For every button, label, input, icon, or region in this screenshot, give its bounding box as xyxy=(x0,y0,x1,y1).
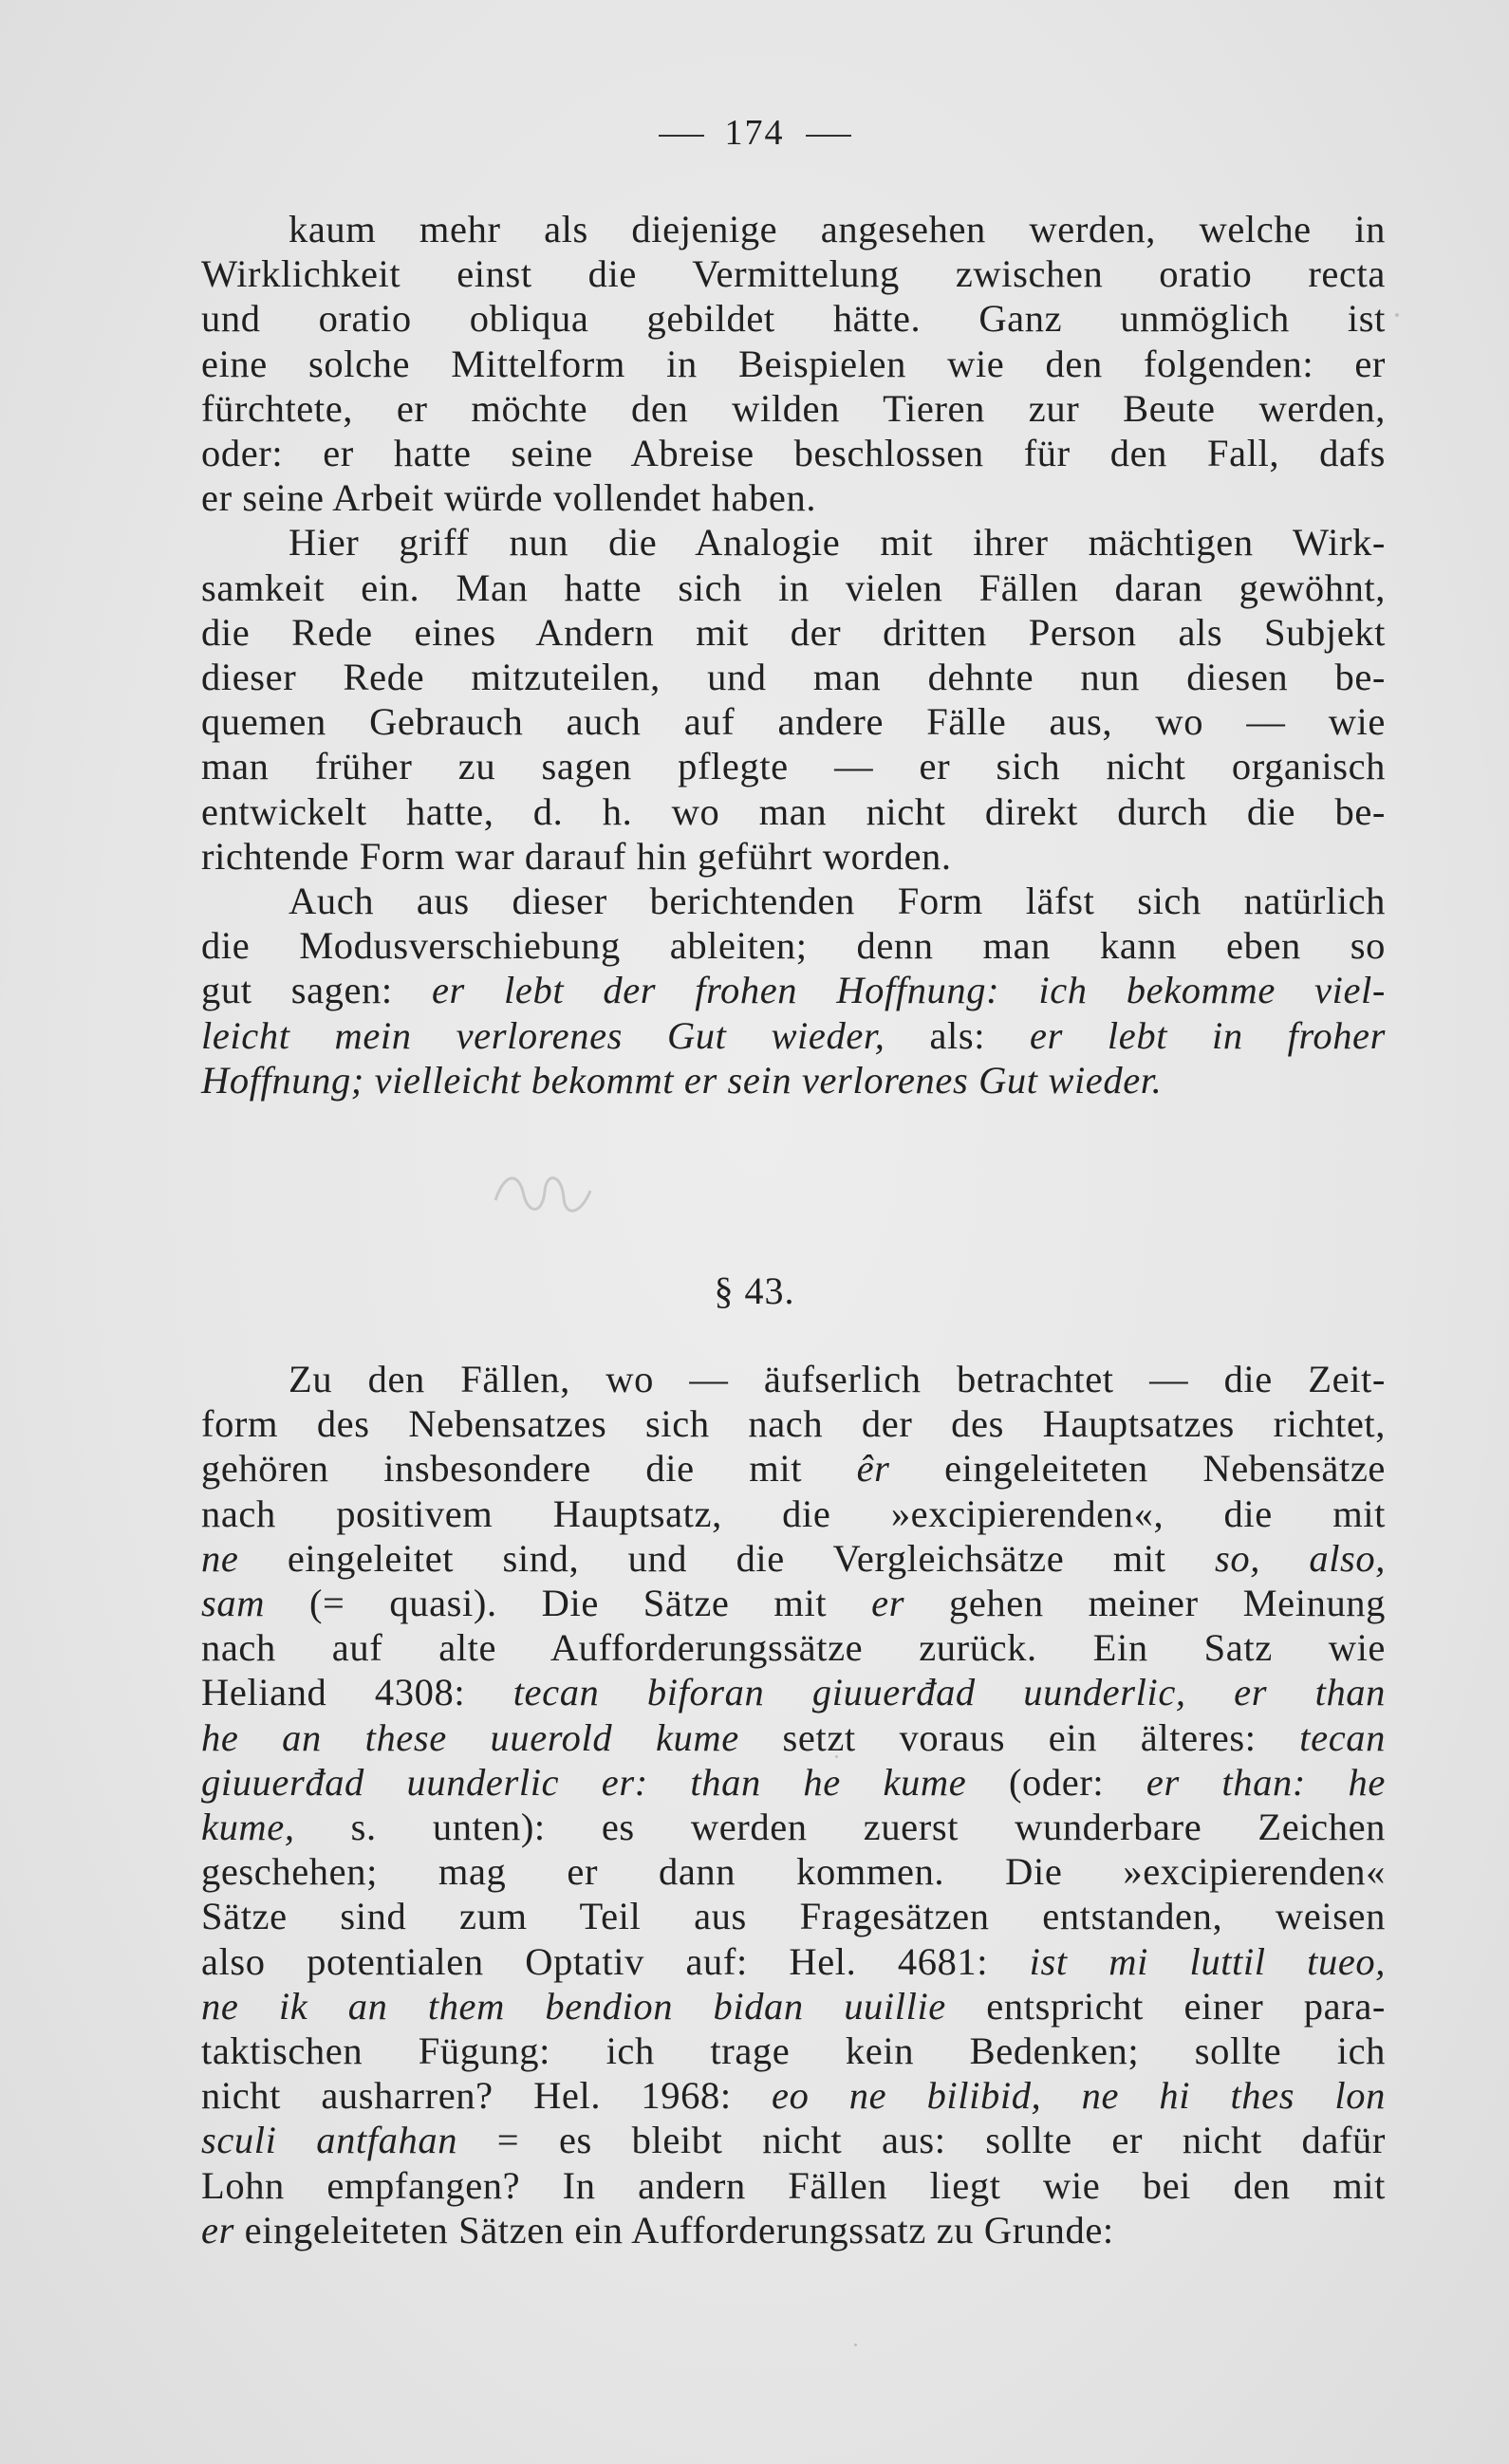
text-line xyxy=(201,699,1386,744)
text-run: er seine Arbeit würde vollendet haben. xyxy=(201,476,817,520)
paper-speck xyxy=(1395,313,1399,317)
text-block-top xyxy=(201,207,1386,1102)
text-run: gut sagen: xyxy=(201,969,432,1012)
text-run: geschehen; mag er dann kommen. Die »excipierenden« xyxy=(201,1850,1386,1894)
text-line xyxy=(201,879,1386,923)
text-run: nach positivem Hauptsatz, die »excipierenden«, die mit xyxy=(201,1491,1386,1535)
paper-speck xyxy=(854,2344,857,2346)
page-header xyxy=(0,112,1509,154)
text-run: die Modusverschiebung ableiten; denn man kann eben so xyxy=(201,924,1386,968)
text-run: quemen Gebrauch auch auf andere Fälle aus, wo — wie xyxy=(201,700,1386,744)
text-line xyxy=(201,565,1386,610)
text-line xyxy=(201,655,1386,699)
italic-text: so, also, xyxy=(1215,1536,1386,1580)
text-line xyxy=(201,1894,1386,1938)
italic-text: ist mi luttil tueo, xyxy=(1029,1939,1386,1983)
text-line xyxy=(201,968,1386,1012)
text-run: die Rede eines Andern mit der dritten Person als Subjekt xyxy=(201,610,1386,654)
italic-text: er lebt in froher xyxy=(1030,1013,1386,1057)
section-heading: § 43. xyxy=(714,1269,795,1312)
page-number: 174 xyxy=(724,113,785,153)
text-line xyxy=(201,2073,1386,2118)
paragraph xyxy=(201,1357,1386,2252)
text-run: eingeleiteten Sätzen ein Aufforderungssatz zu Grunde: xyxy=(233,2208,1114,2251)
text-run: richtende Form war darauf hin geführt worden. xyxy=(201,834,952,878)
text-line xyxy=(201,475,1386,520)
text-line xyxy=(201,520,1386,565)
text-run: s. unten): es werden zuerst wunderbare Zeichen xyxy=(294,1806,1386,1849)
text-line xyxy=(201,1401,1386,1446)
italic-text: eo ne bilibid, ne hi thes lon xyxy=(772,2074,1386,2118)
text-run: und oratio obliqua gebildet hätte. Ganz unmöglich ist xyxy=(201,297,1386,341)
text-line xyxy=(201,251,1386,296)
text-line xyxy=(201,1939,1386,1984)
text-run: Zu den Fällen, wo — äufserlich betrachtet — die Zeit- xyxy=(289,1358,1386,1400)
italic-text: êr xyxy=(856,1447,890,1491)
italic-text: sculi antfahan xyxy=(201,2119,458,2162)
paragraph xyxy=(201,207,1386,520)
text-line xyxy=(201,296,1386,341)
text-line xyxy=(201,1760,1386,1805)
text-line xyxy=(201,1013,1386,1058)
italic-text: tecan biforan giuuerđad uunderlic, er than xyxy=(512,1671,1386,1714)
text-run: Sätze sind zum Teil aus Fragesätzen entstanden, weisen xyxy=(201,1895,1386,1938)
text-run: man früher zu sagen pflegte — er sich nicht organisch xyxy=(201,745,1386,788)
text-line xyxy=(201,923,1386,968)
italic-text: ne xyxy=(201,1536,239,1580)
text-run: samkeit ein. Man hatte sich in vielen Fällen daran gewöhnt, xyxy=(201,565,1386,609)
text-line xyxy=(201,1715,1386,1760)
text-run: dieser Rede mitzuteilen, und man dehnte nun diesen be- xyxy=(201,656,1386,699)
text-line xyxy=(201,1491,1386,1536)
text-run: Lohn empfangen? In andern Fällen liegt wie bei den mit xyxy=(201,2163,1386,2207)
text-run: = es bleibt nicht aus: sollte er nicht dafür xyxy=(457,2119,1386,2162)
text-run: Auch aus dieser berichtenden Form läfst sich natürlich xyxy=(289,880,1386,923)
text-line xyxy=(201,386,1386,431)
text-run: fürchtete, er möchte den wilden Tieren zur Beute werden, xyxy=(201,386,1386,430)
text-run: (oder: xyxy=(966,1760,1146,1804)
italic-text: er xyxy=(201,2208,234,2251)
text-run: form des Nebensatzes sich nach der des Hauptsatzes richtet, xyxy=(201,1402,1386,1446)
text-run: Hier griff nun die Analogie mit ihrer mächtigen Wirk- xyxy=(289,521,1386,565)
text-run: eingeleiteten Nebensätze xyxy=(889,1447,1386,1491)
text-line xyxy=(201,342,1386,386)
text-line xyxy=(201,1670,1386,1714)
library-stamp-mark xyxy=(486,1162,600,1229)
paper-speck xyxy=(835,1755,838,1758)
text-run: eingeleitet sind, und die Vergleichsätze mit xyxy=(238,1536,1215,1580)
text-run: gehen meiner Meinung xyxy=(904,1582,1387,1625)
text-run: nach auf alte Aufforderungssätze zurück. Ein Satz wie xyxy=(201,1626,1386,1670)
text-line xyxy=(201,1536,1386,1581)
text-line xyxy=(201,1984,1386,2029)
italic-text: er xyxy=(871,1582,905,1625)
text-run: als: xyxy=(885,1013,1031,1057)
paragraph xyxy=(201,520,1386,879)
text-run: eine solche Mittelform in Beispielen wie den folgenden: er xyxy=(201,342,1386,385)
italic-text: leicht mein verlorenes Gut wieder, xyxy=(201,1013,885,1057)
text-run: Wirklichkeit einst die Vermittelung zwischen oratio recta xyxy=(201,252,1386,296)
text-run: taktischen Fügung: ich trage kein Bedenken; sollte ich xyxy=(201,2029,1386,2073)
text-line xyxy=(201,207,1386,251)
text-run: entwickelt hatte, d. h. wo man nicht direkt durch die be- xyxy=(201,789,1386,833)
right-dash xyxy=(806,135,851,137)
text-run: oder: er hatte seine Abreise beschlossen für den Fall, dafs xyxy=(201,432,1386,475)
text-line xyxy=(201,1581,1386,1625)
italic-text: er lebt der frohen Hoffnung: ich bekomme viel- xyxy=(431,969,1387,1012)
text-line xyxy=(201,2163,1386,2208)
text-run: also potentialen Optativ auf: Hel. 4681: xyxy=(201,1939,1030,1983)
text-line xyxy=(201,2208,1386,2252)
paragraph xyxy=(201,879,1386,1102)
text-line xyxy=(201,1446,1386,1491)
italic-text: er than: he xyxy=(1146,1760,1386,1804)
text-line xyxy=(201,834,1386,879)
text-run: (= quasi). Die Sätze mit xyxy=(265,1582,872,1625)
left-dash xyxy=(659,135,704,137)
text-line xyxy=(201,1849,1386,1894)
italic-text: he an these uuerold kume xyxy=(201,1715,739,1759)
text-line xyxy=(201,744,1386,788)
italic-text: Hoffnung; vielleicht bekommt er sein verlorenes Gut wieder. xyxy=(201,1058,1163,1102)
text-run: Heliand 4308: xyxy=(201,1671,513,1714)
text-line xyxy=(201,1625,1386,1670)
text-run: entspricht einer para- xyxy=(945,1984,1386,2028)
text-run: kaum mehr als diejenige angesehen werden, welche in xyxy=(289,208,1386,250)
text-line xyxy=(201,1357,1386,1401)
italic-text: ne ik an them bendion bidan uuillie xyxy=(201,1984,946,2028)
text-line xyxy=(201,1058,1386,1102)
text-line xyxy=(201,1805,1386,1849)
text-run: gehören insbesondere die mit xyxy=(201,1447,857,1491)
italic-text: tecan xyxy=(1299,1715,1386,1759)
text-run: nicht ausharren? Hel. 1968: xyxy=(201,2074,773,2118)
italic-text: sam xyxy=(201,1582,266,1625)
text-line xyxy=(201,2029,1386,2073)
text-line xyxy=(201,431,1386,475)
text-line xyxy=(201,789,1386,834)
text-block-bottom xyxy=(201,1357,1386,2252)
text-run: setzt voraus ein älteres: xyxy=(738,1715,1300,1759)
text-line xyxy=(201,2118,1386,2162)
text-line xyxy=(201,610,1386,655)
italic-text: kume, xyxy=(201,1806,295,1849)
italic-text: giuuerđad uunderlic er: than he kume xyxy=(201,1760,967,1804)
